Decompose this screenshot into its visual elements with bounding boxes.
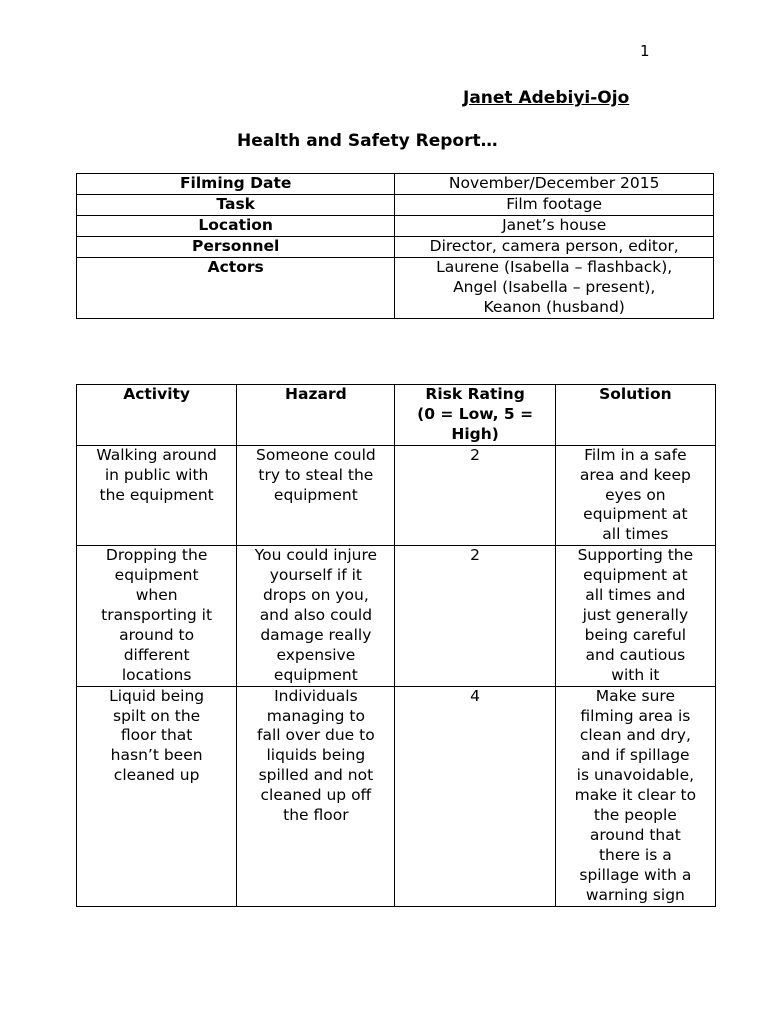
risk-rating-cell: 4 [395,686,555,906]
text-line: spilled and not [258,766,374,785]
info-row-personnel [77,237,714,258]
text-line: filming area is [580,706,691,725]
text-line: and cautious [585,645,686,664]
text-line: Someone could [256,445,376,464]
text-line: equipment at [583,505,688,524]
text-line: all times [602,525,669,544]
report-title: Health and Safety Report… [237,131,498,151]
info-label: Filming Date [77,174,395,195]
text-line: make it clear to [574,786,697,805]
solution-cell [555,546,715,686]
text-line: liquids being [266,746,366,765]
info-row-location [77,216,714,237]
text-line: area and keep [579,465,691,484]
info-value: November/December 2015 [395,174,714,195]
solution-cell [555,445,715,546]
text-line: all times and [585,586,686,605]
text-line: there is a [598,845,672,864]
text-line: Dropping the [105,546,208,565]
text-line: spilt on the [113,706,201,725]
text-line: with it [611,665,660,684]
hazard-cell [237,445,395,546]
text-line: the people [593,806,677,825]
activity-cell [77,546,237,686]
text-line: yourself if it [269,566,362,585]
text-line: Individuals [274,686,358,705]
text-line: hasn’t been [110,746,203,765]
text-line: locations [121,665,192,684]
text-line: expensive [276,645,356,664]
info-row-task [77,195,714,216]
page-number: 1 [640,42,650,60]
info-value: Film footage [395,195,714,216]
text-line: around that [589,825,681,844]
text-line: Make sure [595,686,675,705]
text-line: being careful [584,625,687,644]
text-line: (0 = Low, 5 = [417,404,534,423]
text-line: cleaned up off [260,786,372,805]
info-label: Actors [77,258,395,319]
table-row [77,686,716,906]
text-line: Risk Rating [425,385,525,403]
text-line: the equipment [99,485,214,504]
text-line: try to steal the [258,465,374,484]
info-row-actors [77,258,714,319]
text-line: equipment [114,566,199,585]
text-line: the floor [283,806,349,825]
risk-rating-cell: 2 [395,445,555,546]
text-line: Walking around [96,445,217,464]
table-row [77,445,716,546]
column-header-hazard: Hazard [237,385,395,446]
text-line: Angel (Isabella – present), [453,277,656,296]
production-info-table [76,173,714,319]
activity-cell [77,445,237,546]
activity-cell [77,686,237,906]
text-line: Liquid being [109,686,205,705]
risk-rating-cell: 2 [395,546,555,686]
info-value: Director, camera person, editor, [395,237,714,258]
text-line: equipment [273,485,358,504]
text-line: floor that [120,726,193,745]
text-line: damage really [260,625,372,644]
info-label: Location [77,216,395,237]
hazard-cell [237,546,395,686]
hazard-cell [237,686,395,906]
text-line: drops on you, [262,586,369,605]
text-line: clean and dry, [579,726,691,745]
text-line: and if spillage [581,746,690,765]
text-line: when [135,586,178,605]
info-value [395,258,714,319]
info-label: Personnel [77,237,395,258]
author-name: Janet Adebiyi-Ojo [463,88,630,108]
risk-table-header [77,385,716,446]
risk-assessment-table [76,384,716,907]
text-line: High) [451,424,499,443]
text-line: cleaned up [113,766,200,785]
info-row-filming-date [77,174,714,195]
text-line: fall over due to [257,726,375,745]
table-row [77,546,716,686]
text-line: Film in a safe [584,445,687,464]
text-line: managing to [266,706,365,725]
text-line: Laurene (Isabella – flashback), [436,258,673,276]
solution-cell [555,686,715,906]
text-line: Keanon (husband) [483,297,625,316]
text-line: eyes on [605,485,666,504]
column-header-solution: Solution [555,385,715,446]
text-line: around to [119,625,195,644]
info-value: Janet’s house [395,216,714,237]
text-line: and also could [259,605,373,624]
text-line: is unavoidable, [576,766,695,785]
text-line: transporting it [101,605,213,624]
text-line: warning sign [585,885,685,904]
text-line: equipment [273,665,358,684]
text-line: different [123,645,190,664]
text-line: in public with [104,465,209,484]
column-header-risk-rating [395,385,555,446]
text-line: spillage with a [579,865,692,884]
text-line: You could injure [254,546,378,565]
info-label: Task [77,195,395,216]
column-header-activity: Activity [77,385,237,446]
text-line: equipment at [583,566,688,585]
text-line: Supporting the [577,546,694,565]
text-line: just generally [582,605,689,624]
